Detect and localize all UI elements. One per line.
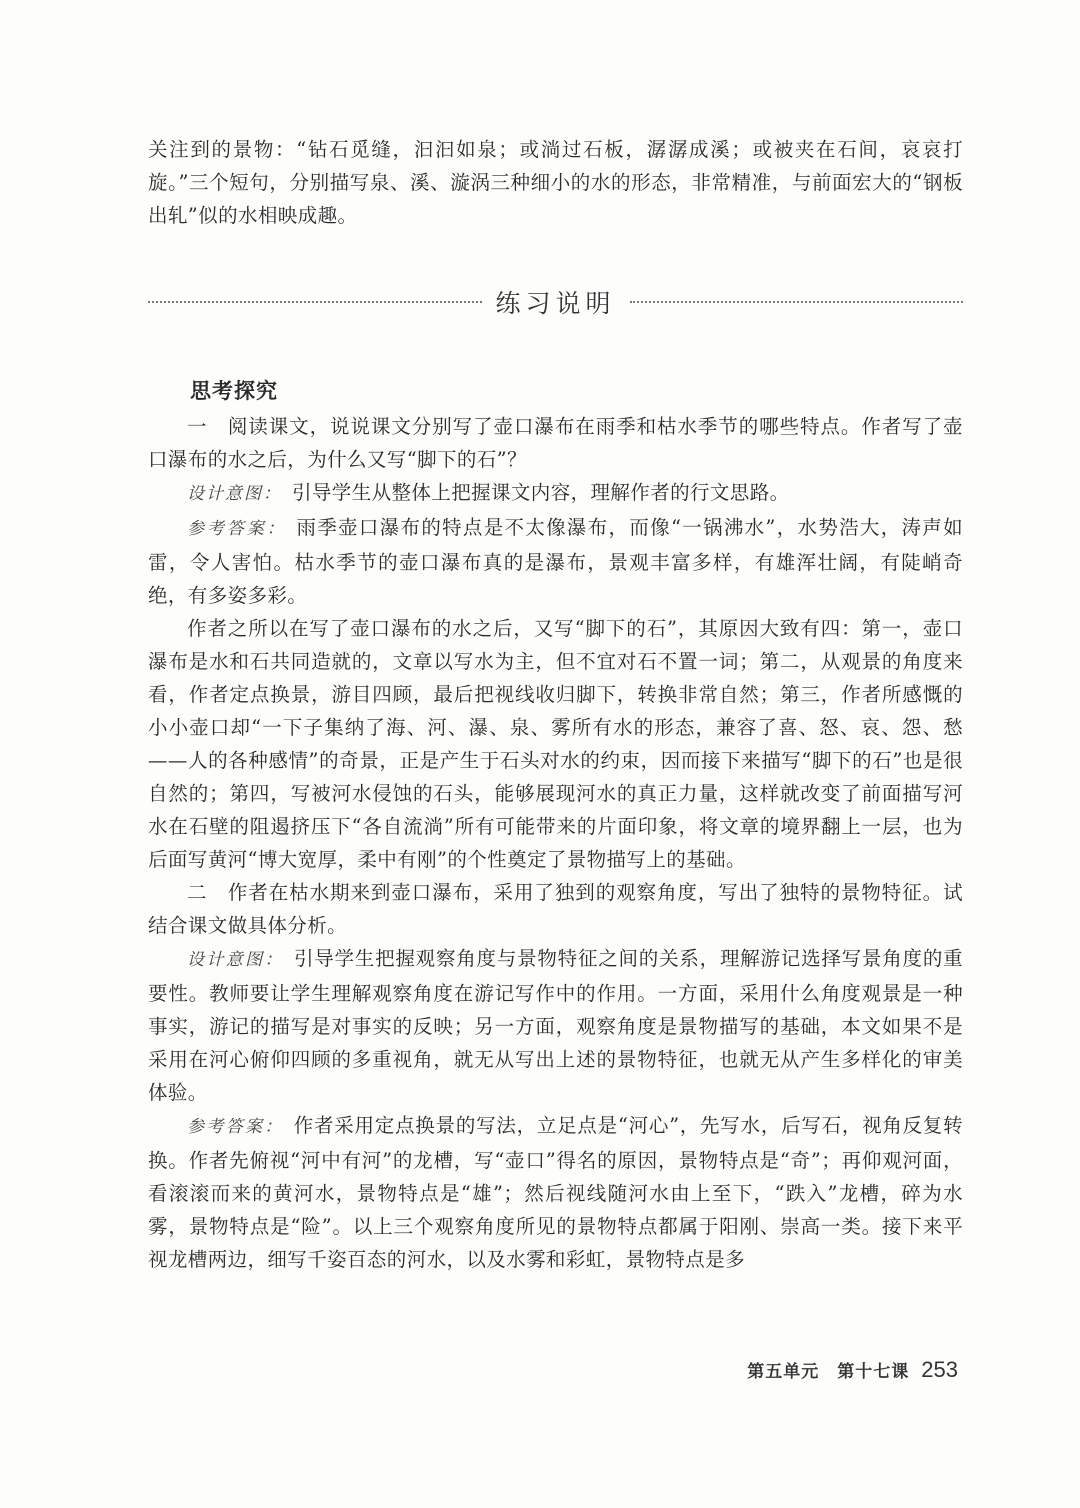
question-2: 二 作者在枯水期来到壶口瀑布，采用了独到的观察角度，写出了独特的景物特征。试结合课文做具体分析。 [148,881,963,937]
answer-text: 雨季壶口瀑布的特点是不太像瀑布，而像“一锅沸水”，水势浩大，涛声如雷，令人害怕。枯水季节的壶口瀑布真的是瀑布，景观丰富多样，有雄浑壮阔，有陡峭奇绝，有多姿多彩。 [148,516,964,607]
unit-lesson-label: 第五单元 第十七课 [747,1362,910,1382]
question-1: 一 阅读课文，说说课文分别写了壶口瀑布在雨季和枯水季节的哪些特点。作者写了壶口瀑布的水之后，为什么又写“脚下的石”？ [148,415,963,471]
exercise-body [148,410,963,1276]
answer-label: 参考答案： [187,1117,284,1137]
q1-answer [148,511,963,612]
section-divider [148,282,963,322]
q1-design-intent [148,476,963,511]
design-label: 设计意图： [187,950,284,970]
divider-dots-left [148,301,482,303]
page-footer [747,1357,958,1383]
intro-paragraph: 关注到的景物：“钻石觅缝，汩汩如泉；或淌过石板，潺潺成溪；或被夹在石间，哀哀打旋。”三个短句，分别描写泉、溪、漩涡三种细小的水的形态，非常精准，与前面宏大的“钢板出轧”似的水相映成趣。 [148,138,963,227]
section-title: 练习说明 [495,289,616,318]
q2-design-intent [148,942,963,1109]
design-text: 引导学生把握观察角度与景物特征之间的关系，理解游记选择写景角度的重要性。教师要让学生理解观察角度在游记写作中的作用。一方面，采用什么角度观景是一种事实，游记的描写是对事实的反映；另一方面，观察角度是景物描写的基础，本文如果不是采用在河心俯仰四顾的多重视角，就无从写出上述的景物特征，也就无从产生多样化的审美体验。 [148,947,964,1104]
page-number: 253 [921,1357,958,1382]
q2-answer [148,1109,963,1276]
intro-block [148,133,963,232]
design-text: 引导学生从整体上把握课文内容，理解作者的行文思路。 [292,481,790,504]
design-label: 设计意图： [187,484,282,504]
q1-answer-continued: 作者之所以在写了壶口瀑布的水之后，又写“脚下的石”，其原因大致有四：第一，壶口瀑布是水和石共同造就的，文章以写水为主，但不宜对石不置一词；第二，从观景的角度来看，作者定点换景，游目四顾，最后把视线收归脚下，转换非常自然；第三，作者所感慨的小小壶口却“一下子集纳了海、河、瀑、泉、雾所有水的形态，兼容了喜、怒、哀、怨、愁——人的各种感情”的奇景，正是产生于石头对水的约束，因而接下来描写“脚下的石”也是很自然的；第四，写被河水侵蚀的石头，能够展现河水的真正力量，这样就改变了前面描写河水在石壁的阻遏挤压下“各自流淌”所有可能带来的片面印象，将文章的境界翻上一层，也为后面写黄河“博大宽厚，柔中有刚”的个性奠定了景物描写上的基础。 [148,617,963,871]
answer-text: 作者采用定点换景的写法，立足点是“河心”，先写水，后写石，视角反复转换。作者先俯视“河中有河”的龙槽，写“壶口”得名的原因，景物特点是“奇”；再仰观河面，看滚滚而来的黄河水，景物特点是“雄”；然后视线随河水由上至下，“跌入”龙槽，碎为水雾，景物特点是“险”。以上三个观察角度所见的景物特点都属于阳刚、崇高一类。接下来平视龙槽两边，细写千姿百态的河水，以及水雾和彩虹，景物特点是多 [148,1114,964,1271]
subheading: 思考探究 [190,379,278,403]
divider-dots-right [630,301,964,303]
answer-label: 参考答案： [187,519,287,539]
